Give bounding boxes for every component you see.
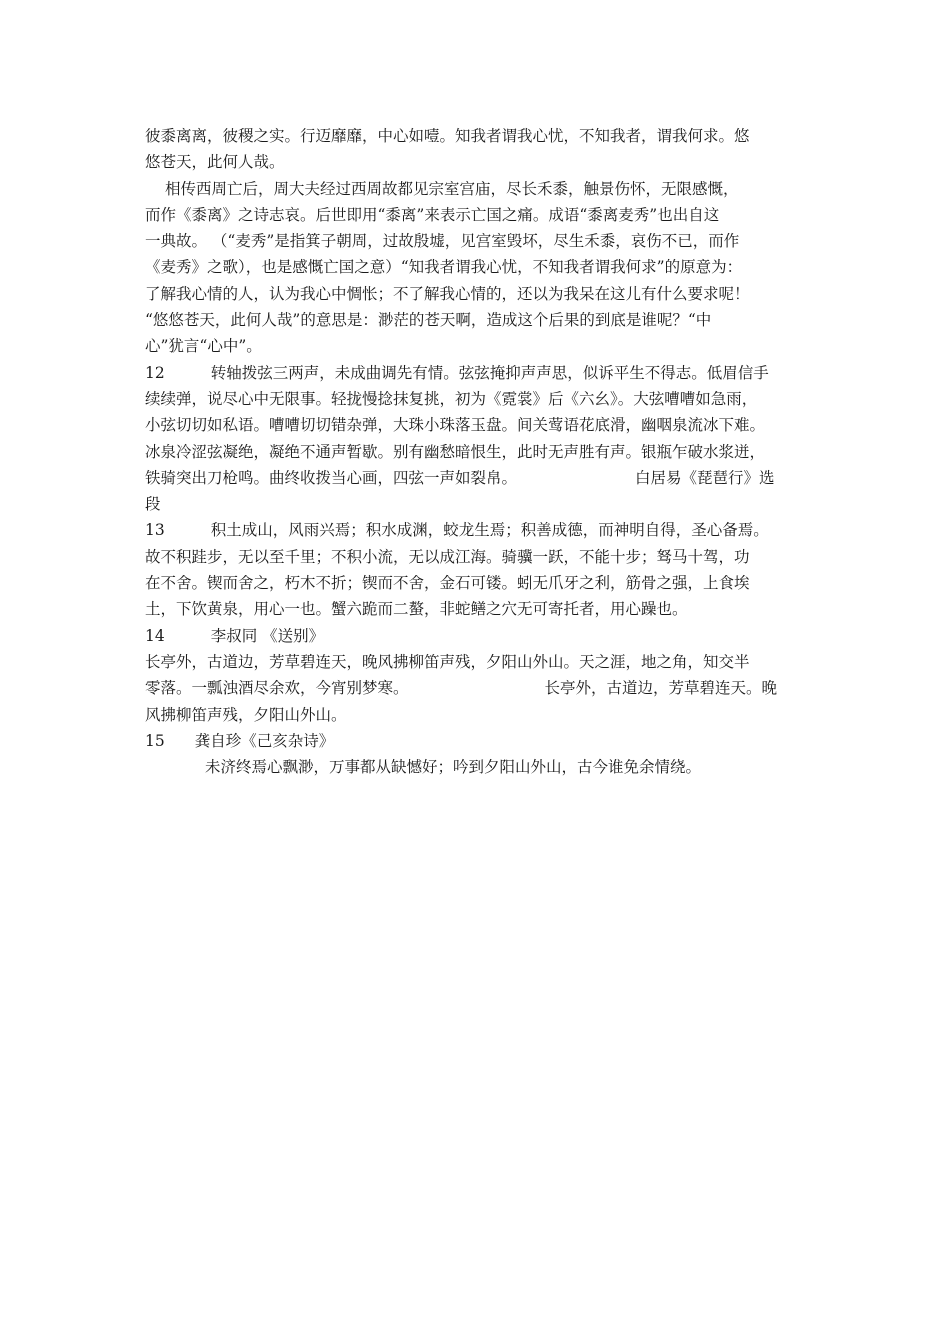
attribution: 白居易《琵琶行》选 — [635, 468, 775, 487]
text-line: 悠苍天，此何人哉。 — [145, 153, 285, 172]
section-text: 长亭外，古道边，芳草碧连天。晚 — [544, 679, 778, 698]
section-text: 积土成山，风雨兴焉；积水成渊，蛟龙生焉；积善成德，而神明自得，圣心备焉。 — [210, 521, 769, 540]
section-number: 13 — [145, 521, 165, 540]
section-13-line — [145, 517, 810, 543]
text-line: 土，下饮黄泉，用心一也。蟹六跪而二螯，非蛇鳝之穴无可寄托者，用心躁也。 — [145, 600, 688, 619]
text-line: 《麦秀》之歌），也是感慨亡国之意）“知我者谓我心忧，不知我者谓我何求”的原意为： — [145, 258, 743, 277]
text-line: 故不积跬步，无以至千里；不积小流，无以成江海。骑骥一跃，不能十步；驽马十驾，功 — [145, 547, 750, 566]
text-line — [145, 675, 810, 701]
section-text: 铁骑突出刀枪鸣。曲终收拨当心画，四弦一声如裂帛。 — [145, 468, 518, 487]
section-number: 14 — [145, 626, 165, 645]
text-line: 段 — [145, 495, 161, 514]
section-15-line — [145, 728, 810, 754]
section-heading: 龚自珍《己亥杂诗》 — [194, 731, 335, 750]
text-line: “悠悠苍天，此何人哉”的意思是：渺茫的苍天啊，造成这个后果的到底是谁呢？“中 — [145, 311, 712, 330]
section-heading: 李叔同 《送别》 — [210, 626, 325, 645]
text-line: 而作《黍离》之诗志哀。后世即用“黍离”来表示亡国之痛。成语“黍离麦秀”也出自这 — [145, 205, 720, 224]
section-12-line — [145, 360, 810, 386]
document-body — [145, 123, 810, 780]
text-line: 在不舍。锲而舍之，朽木不折；锲而不舍，金石可镂。蚓无爪牙之利，筋骨之强，上食埃 — [145, 574, 750, 593]
section-number: 12 — [145, 363, 165, 382]
section-text: 零落。一瓢浊酒尽余欢，今宵别梦寒。 — [145, 679, 409, 698]
text-line: 长亭外，古道边，芳草碧连天，晚风拂柳笛声残，夕阳山外山。天之涯，地之角，知交半 — [145, 652, 750, 671]
text-line: 小弦切切如私语。嘈嘈切切错杂弹，大珠小珠落玉盘。间关莺语花底滑，幽咽泉流冰下难。 — [145, 416, 766, 435]
text-line: 了解我心情的人，认为我心中惆怅；不了解我心情的，还以为我呆在这儿有什么要求呢！ — [145, 284, 750, 303]
text-line: 续续弹，说尽心中无限事。轻拢慢捻抹复挑，初为《霓裳》后《六幺》。大弦嘈嘈如急雨， — [145, 389, 758, 408]
text-line: 心”犹言“心中”。 — [145, 337, 262, 356]
text-line: 风拂柳笛声残，夕阳山外山。 — [145, 705, 347, 724]
text-line: 彼黍离离，彼稷之实。行迈靡靡，中心如噎。知我者谓我心忧，不知我者，谓我何求。悠 — [145, 127, 750, 145]
section-14-line — [145, 623, 810, 649]
text-line: 冰泉冷涩弦凝绝，凝绝不通声暂歇。别有幽愁暗恨生，此时无声胜有声。银瓶乍破水浆迸， — [145, 442, 766, 461]
text-line: 相传西周亡后，周大夫经过西周故都见宗室宫庙，尽长禾黍，触景伤怀，无限感慨， — [165, 179, 739, 198]
section-number: 15 — [145, 731, 165, 750]
text-line: 未济终焉心飘渺，万事都从缺憾好；吟到夕阳山外山，古今谁免余情绕。 — [205, 758, 702, 777]
text-line — [145, 465, 810, 491]
text-line: 一典故。 （“麦秀”是指箕子朝周，过故殷墟，见宫室毁坏，尽生禾黍，哀伤不已，而作 — [145, 232, 740, 251]
section-text: 转轴拨弦三两声，未成曲调先有情。弦弦掩抑声声思，似诉平生不得志。低眉信手 — [210, 363, 769, 382]
